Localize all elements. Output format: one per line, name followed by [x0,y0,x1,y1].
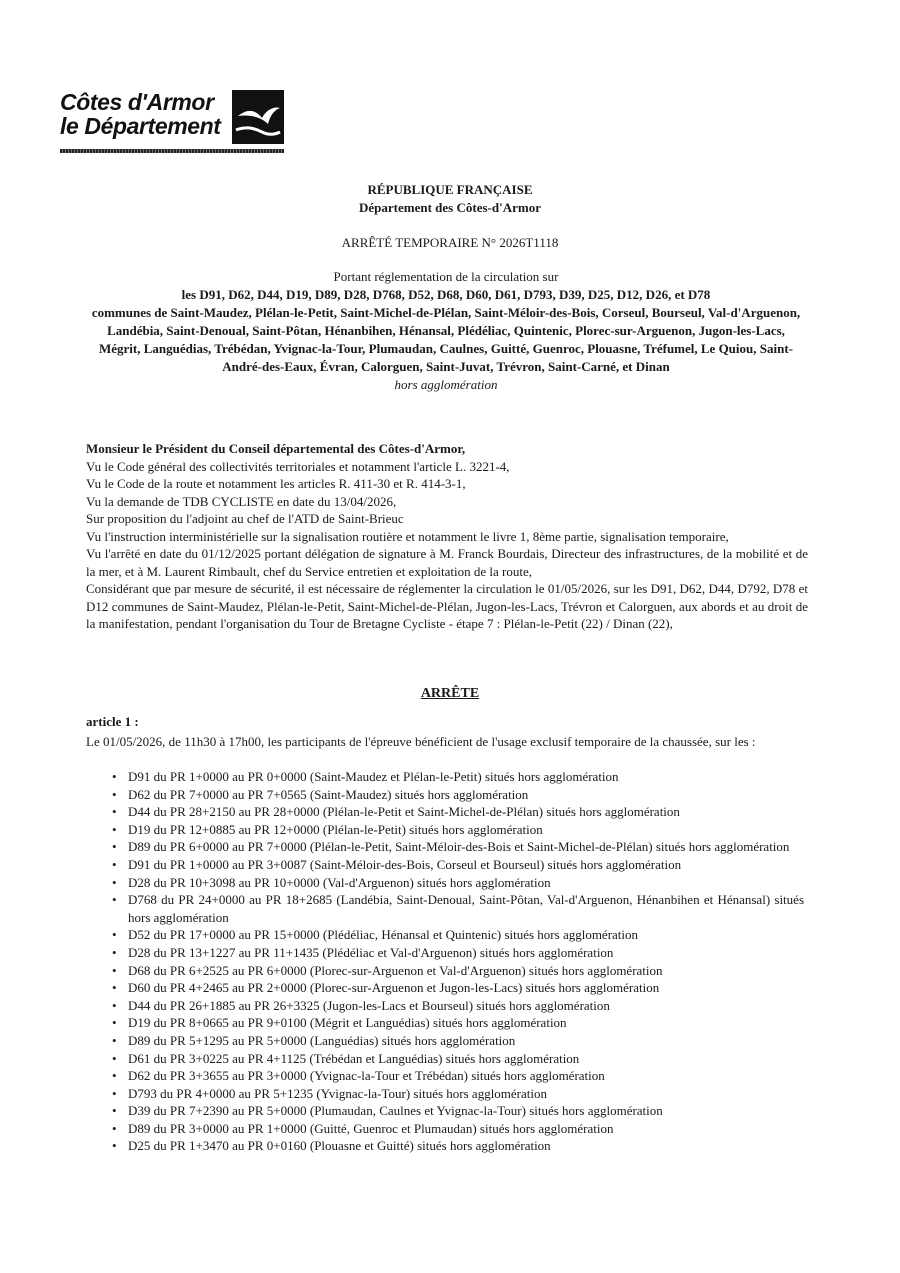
list-item [104,856,804,874]
list-item-text: D91 du PR 1+0000 au PR 3+0087 (Saint-Méloir-des-Bois, Corseul et Bourseul) situés hors agglomération [128,856,682,872]
preamble-title: Monsieur le Président du Conseil départemental des Côtes-d'Armor, [86,441,466,456]
list-item-text: D19 du PR 8+0665 au PR 9+0100 (Mégrit et Languédias) situés hors agglomération [128,1015,567,1031]
list-item [104,997,804,1015]
list-item-text: D89 du PR 5+1295 au PR 5+0000 (Languédias) situés hors agglomération [128,1032,516,1048]
list-item-text: D44 du PR 28+2150 au PR 28+0000 (Plélan-le-Petit et Saint-Michel-de-Plélan) situés hors agglomération [128,804,680,820]
bullet: • [112,1120,117,1136]
bullet: • [112,1015,117,1031]
list-item-text: D25 du PR 1+3470 au PR 0+0160 (Plouasne et Guitté) situés hors agglomération [128,1138,551,1154]
list-item-text: D89 du PR 6+0000 au PR 7+0000 (Plélan-le-Petit, Saint-Méloir-des-Bois et Saint-Michel-de-Plélan) situés hors agglomération [128,839,790,855]
list-item-text: D28 du PR 13+1227 au PR 11+1435 (Plédéliac et Val-d'Arguenon) situés hors agglomération [128,944,614,960]
bullet: • [112,821,117,837]
bullet: • [112,927,117,943]
road-section-list [104,768,804,1155]
bullet: • [112,856,117,872]
list-item [104,838,804,856]
subject-intro: Portant réglementation de la circulation sur [333,269,559,284]
bullet: • [112,997,117,1013]
list-item-text: D39 du PR 7+2390 au PR 5+0000 (Plumaudan, Caulnes et Yvignac-la-Tour) situés hors agglomération [128,1103,663,1119]
bullet: • [112,980,117,996]
list-item [104,1032,804,1050]
bullet: • [112,786,117,802]
logo-text [60,90,221,138]
subject-communes: communes de Saint-Maudez, Plélan-le-Petit, Saint-Michel-de-Plélan, Saint-Méloir-des-Bois, Corseul, Bourseul, Val-d'Arguenon, Landébia, Saint-Denoual, Saint-Pôtan, Hénanbihen, Hénansal, Plédéliac, Quintenic, Plorec-sur-Arguenon, Jugon-les-Lacs, Mégrit, Languédias, Trébédan, Yvignac-la-Tour, Plumaudan, Caulnes, Guitté, Guenroc, Plouasne, Tréfumel, Le Quiou, Saint-André-des-Eaux, Évran, Calorguen, Saint-Juvat, Trévron, Saint-Carné, et Dinan [91,305,801,374]
preamble [86,440,808,633]
list-item [104,962,804,980]
list-item-text: D19 du PR 12+0885 au PR 12+0000 (Plélan-le-Petit) situés hors agglomération [128,821,543,837]
preamble-line: Vu l'arrêté en date du 01/12/2025 portant délégation de signature à M. Franck Bourdais, Directeur des infrastructures, de la mobilité et de la mer, et à M. Laurent Rimbault, chef du Service entretien et exploitation de la route, [86,546,808,579]
list-item-text: D44 du PR 26+1885 au PR 26+3325 (Jugon-les-Lacs et Bourseul) situés hors agglomération [128,997,610,1013]
list-item [104,1050,804,1068]
bullet: • [112,804,117,820]
list-item [104,1014,804,1032]
list-item-text: D793 du PR 4+0000 au PR 5+1235 (Yvignac-la-Tour) situés hors agglomération [128,1085,548,1101]
arrete-title: ARRÊTE [420,686,480,701]
list-item [104,821,804,839]
preamble-line: Sur proposition du l'adjoint au chef de l'ATD de Saint-Brieuc [86,511,404,526]
bullet: • [112,1138,117,1154]
list-item-text: D62 du PR 7+0000 au PR 7+0565 (Saint-Maudez) situés hors agglomération [128,786,529,802]
list-item-text: D89 du PR 3+0000 au PR 1+0000 (Guitté, Guenroc et Plumaudan) situés hors agglomération [128,1120,614,1136]
list-item [104,944,804,962]
list-item [104,1085,804,1103]
republic-heading: RÉPUBLIQUE FRANÇAISE [367,182,533,197]
preamble-line: Vu le Code de la route et notamment les articles R. 411-30 et R. 414-3-1, [86,476,466,491]
preamble-line: Vu le Code général des collectivités territoriales et notamment l'article L. 3221-4, [86,458,510,474]
list-item [104,1137,804,1155]
list-item-text: D61 du PR 3+0225 au PR 4+1125 (Trébédan et Languédias) situés hors agglomération [128,1050,580,1066]
bullet: • [112,892,117,908]
list-item [104,926,804,944]
list-item [104,979,804,997]
preamble-line: Considérant que par mesure de sécurité, il est nécessaire de réglementer la circulation le 01/05/2026, sur les D91, D62, D44, D792, D78 et D12 communes de Saint-Maudez, Plélan-le-Petit, Saint-Michel-de-Plélan, Jugon-les-Lacs, Trévron et Calorguen, aux abords et au droit de la manifestation, pendant l'organisation du Tour de Bretagne Cycliste - étape 7 : Plélan-le-Petit (22) / Dinan (22), [86,581,808,631]
list-item-text: D62 du PR 3+3655 au PR 3+0000 (Yvignac-la-Tour et Trébédan) situés hors agglomération [128,1068,605,1084]
list-item-text: D52 du PR 17+0000 au PR 15+0000 (Plédéliac, Hénansal et Quintenic) situés hors agglomération [128,927,639,943]
list-item [104,768,804,786]
bullet: • [112,944,117,960]
subject-block [86,268,806,394]
list-item-text: D68 du PR 6+2525 au PR 6+0000 (Plorec-sur-Arguenon et Val-d'Arguenon) situés hors agglomération [128,962,663,978]
bullet: • [112,839,117,855]
bird-wave-icon [232,90,284,144]
bullet: • [112,1068,117,1084]
bullet: • [112,1085,117,1101]
bullet: • [112,962,117,978]
department-logo [60,90,310,160]
article-label: article 1 : [86,714,139,729]
list-item [104,874,804,892]
list-item [104,1120,804,1138]
list-item-text: D91 du PR 1+0000 au PR 0+0000 (Saint-Maudez et Plélan-le-Petit) situés hors agglomération [128,769,619,784]
list-item-text: D28 du PR 10+3098 au PR 10+0000 (Val-d'Arguenon) situés hors agglomération [128,874,551,890]
preamble-line: Vu la demande de TDB CYCLISTE en date du 13/04/2026, [86,493,397,509]
list-item [104,1067,804,1085]
preamble-line: Vu l'instruction interministérielle sur la signalisation routière et notamment le livre 1, 8ème partie, signalisation temporaire, [86,528,729,544]
list-item [104,803,804,821]
logo-line-1: Côtes d'Armor [60,89,214,115]
list-item-text: D768 du PR 24+0000 au PR 18+2685 (Landébia, Saint-Denoual, Saint-Pôtan, Val-d'Arguenon, Hénanbihen et Hénansal) situés hors agglomération [128,892,804,925]
arrete-number: ARRÊTÉ TEMPORAIRE N° 2026T1118 [341,235,559,250]
subject-location: hors agglomération [394,377,498,392]
department-heading: Département des Côtes-d'Armor [359,200,541,215]
subject-roads: les D91, D62, D44, D19, D89, D28, D768, D52, D68, D60, D61, D793, D39, D25, D12, D26, et D78 [181,287,711,302]
article-intro: Le 01/05/2026, de 11h30 à 17h00, les participants de l'épreuve bénéficient de l'usage exclusif temporaire de la chaussée, sur les : [86,734,756,749]
bullet: • [112,1050,117,1066]
bullet: • [112,769,117,784]
logo-underline [60,149,284,153]
list-item [104,891,804,926]
list-item [104,786,804,804]
bullet: • [112,874,117,890]
bullet: • [112,1103,117,1119]
list-item [104,1102,804,1120]
logo-line-2: le Département [60,113,221,139]
list-item-text: D60 du PR 4+2465 au PR 2+0000 (Plorec-sur-Arguenon et Jugon-les-Lacs) situés hors agglomération [128,980,660,996]
bullet: • [112,1032,117,1048]
